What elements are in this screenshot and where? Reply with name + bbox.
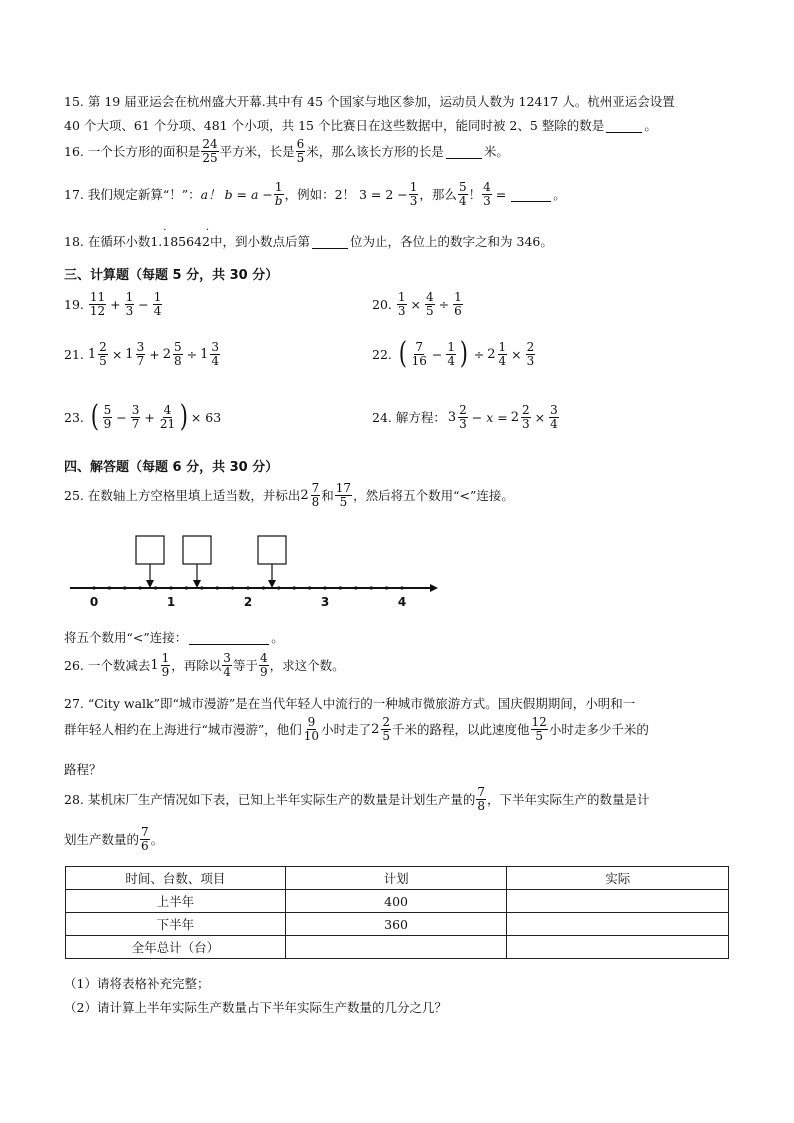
axis-label-0: 0 bbox=[89, 595, 99, 609]
table-row: 全年总计（台） bbox=[66, 936, 729, 959]
q28-sub2: （2）请计算上半年实际生产数量占下半年实际生产数量的几分之几？ bbox=[64, 1000, 447, 1015]
answer-box-2 bbox=[183, 536, 211, 564]
q18: 18. 在循环小数1. · 185642 · 中，到小数点后第 位为止，各位上的数字之和为 346。 bbox=[64, 224, 553, 249]
q15-line1 bbox=[64, 92, 675, 110]
section-4-title: 四、解答题（每题 6 分，共 30 分） bbox=[64, 460, 279, 475]
q21: 21. 1 $\frac{2}{5}$ × 1 $\frac{3}{7}$ + 2 $\frac{5}{8}$ ÷ 1 $\frac{3}{4}$ bbox=[64, 340, 220, 368]
answer-box-1 bbox=[136, 536, 164, 564]
number-line bbox=[66, 530, 446, 610]
repeat-dot-start: · bbox=[163, 224, 167, 236]
q19: 19. $\frac{11}{12}$ + $\frac{1}{3}$ − $\frac{1}{4}$ bbox=[64, 290, 162, 318]
q17: 17. 我们规定新算“！”： a！ b = a − $\frac{1}{b}$ ，例如：2！ 3 = 2 − $\frac{1}{3}$ ，那么 $\frac{5}{4}$ ！ $\frac{4}{3}$ = 。 bbox=[64, 180, 566, 208]
axis-label-1: 1 bbox=[166, 595, 176, 609]
q25: 25. 在数轴上方空格里填上适当数，并标出 2 $\frac{7}{8}$ 和 $\frac{17}{5}$ ，然后将五个数用“<”连接。 bbox=[64, 481, 514, 509]
table-cell-empty[interactable] bbox=[507, 913, 729, 936]
q16-area-fraction: $\frac{24}{25}$ bbox=[202, 137, 218, 165]
q15-line2: 40 个大项、61 个分项、481 个小项，共 15 个比赛日在这些数据中，能同时被 2、5 整除的数是 。 bbox=[64, 118, 657, 133]
q22: 22. ( $\frac{7}{16}$ − $\frac{1}{4}$ ) ÷ 2 $\frac{1}{4}$ × $\frac{2}{3}$ bbox=[372, 336, 535, 371]
axis-label-4: 4 bbox=[397, 595, 407, 609]
q20: 20. $\frac{1}{3}$ × $\frac{4}{5}$ ÷ $\frac{1}{6}$ bbox=[372, 290, 462, 318]
q16-length-fraction: $\frac{6}{5}$ bbox=[296, 137, 305, 165]
production-table bbox=[65, 866, 729, 959]
q28-line2: 划生产数量的 $\frac{7}{6}$ 。 bbox=[64, 825, 164, 853]
table-header-row: 时间、台数、项目 计划 实际 bbox=[66, 867, 729, 890]
table-cell-empty[interactable] bbox=[507, 890, 729, 913]
section-3-title: 三、计算题（每题 5 分，共 30 分） bbox=[64, 268, 279, 283]
q17-example-fraction: $\frac{1}{3}$ bbox=[409, 180, 418, 208]
q28-sub1: （1）请将表格补充完整； bbox=[64, 976, 210, 991]
q27-line3: 路程？ bbox=[64, 762, 102, 777]
q15-text-1: 15. 第 19 届亚运会在杭州盛大开幕.其中有 45 个国家与地区参加，运动员人数为 12417 人。杭州亚运会设置 bbox=[64, 94, 675, 109]
q25-connect: 将五个数用“<”连接： 。 bbox=[64, 630, 284, 645]
q16-answer-blank[interactable] bbox=[446, 144, 482, 159]
q17-def-fraction: $\frac{1}{b}$ bbox=[274, 180, 283, 208]
answer-box-3 bbox=[258, 536, 286, 564]
q17-answer-blank[interactable] bbox=[511, 187, 551, 202]
q18-answer-blank[interactable] bbox=[312, 234, 348, 249]
q24: 24. 解方程： 3 $\frac{2}{3}$ − x = 2 $\frac{2}{3}$ × $\frac{3}{4}$ bbox=[372, 403, 558, 431]
table-cell-empty[interactable] bbox=[507, 936, 729, 959]
q15-text-2: 40 个大项、61 个分项、481 个小项，共 15 个比赛日在这些数据中，能同时被 2、5 整除的数是 bbox=[64, 118, 605, 133]
q16: 16. 一个长方形的面积是 $\frac{24}{25}$ 平方米，长是 $\frac{6}{5}$ 米，那么该长方形的长是 米。 bbox=[64, 137, 509, 165]
q27-line2: 群年轻人相约在上海进行“城市漫游”，他们 $\frac{9}{10}$ 小时走了 2 $\frac{2}{5}$ 千米的路程，以此速度他 $\frac{12}{5}$ 小时走多少千米的 bbox=[64, 715, 649, 743]
repeat-dot-end: · bbox=[205, 224, 209, 236]
q15-answer-blank[interactable] bbox=[606, 118, 642, 133]
q26: 26. 一个数减去 1 $\frac{1}{9}$ ，再除以 $\frac{3}{4}$ 等于 $\frac{4}{9}$ ，求这个数。 bbox=[64, 651, 345, 679]
q17-operand-2: $\frac{4}{3}$ bbox=[483, 180, 491, 208]
q18-repeating-decimal: · 185642 · bbox=[162, 224, 210, 249]
q25-connect-blank[interactable] bbox=[189, 630, 269, 645]
axis-ticks bbox=[92, 586, 403, 589]
q23: 23. ( $\frac{5}{9}$ − $\frac{3}{7}$ + $\frac{4}{21}$ ) × 63 bbox=[64, 399, 222, 434]
axis-label-2: 2 bbox=[243, 595, 253, 609]
table-cell-empty[interactable] bbox=[285, 936, 507, 959]
q17-operand-1: $\frac{5}{4}$ bbox=[458, 180, 467, 208]
q27-line1: 27. “City walk”即“城市漫游”是在当代年轻人中流行的一种城市微旅游方式。国庆假期期间，小明和一 bbox=[64, 696, 636, 711]
q28-line1: 28. 某机床厂生产情况如下表，已知上半年实际生产的数量是计划生产量的 $\frac{7}{8}$ ，下半年实际生产的数量是计 bbox=[64, 785, 650, 813]
table-row: 下半年 360 bbox=[66, 913, 729, 936]
table-row: 上半年 400 bbox=[66, 890, 729, 913]
axis-label-3: 3 bbox=[320, 595, 330, 609]
